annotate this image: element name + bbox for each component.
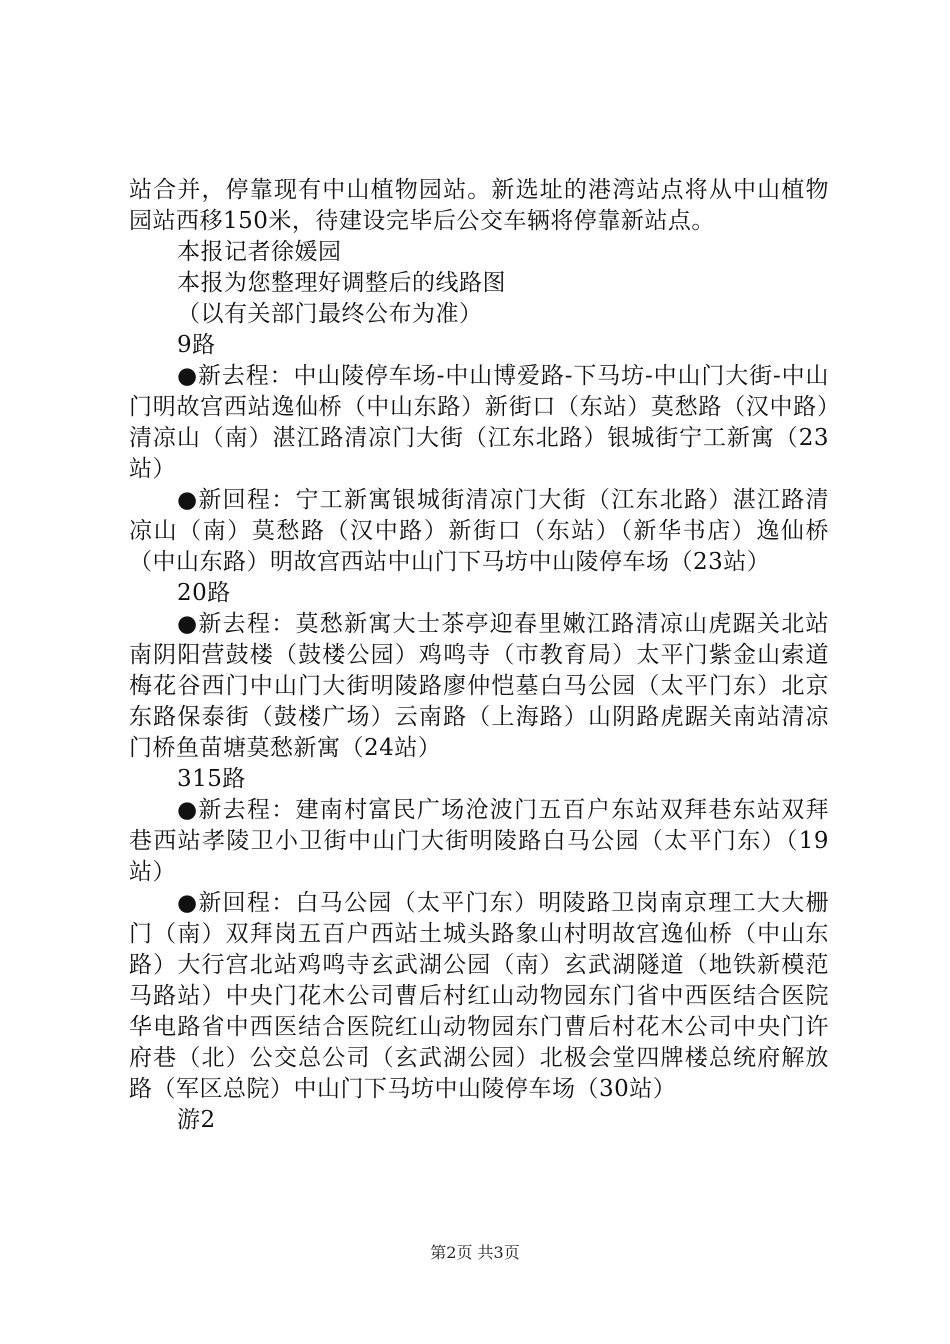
route-9-outbound: ●新去程：中山陵停车场-中山博爱路-下马坊-中山门大街-中山门明故宫西站逸仙桥（中山东路）新街口（东站）莫愁路（汉中路）清凉山（南）湛江路清凉门大街（江东北路）银城街宁工新寓（23站） — [129, 363, 829, 482]
route-heading-9: 9路 — [177, 332, 216, 358]
route-315-return: ●新回程：白马公园（太平门东）明陵路卫岗南京理工大大栅门（南）双拜岗五百户西站土城头路象山村明故宫逸仙桥（中山东路）大行宫北站鸡鸣寺玄武湖公园（南）玄武湖隧道（地铁新模范马路站）中央门花木公司曹后村红山动物园东门省中西医结合医院华电路省中西医结合医院红山动物园东门曹后村花木公司中央门许府巷（北）公交总公司（玄武湖公园）北极会堂四牌楼总统府解放路（军区总院）中山门下马坊中山陵停车场（30站） — [129, 890, 829, 1102]
route-heading-you2: 游2 — [177, 1107, 216, 1133]
route-315-outbound: ●新去程：建南村富民广场沧波门五百户东站双拜巷东站双拜巷西站孝陵卫小卫街中山门大街明陵路白马公园（太平门东）（19站） — [129, 797, 829, 885]
paragraph-relocation-note: 站合并，停靠现有中山植物园站。新选址的港湾站点将从中山植物园站西移150米，待建设完毕后公交车辆将停靠新站点。 — [129, 177, 829, 234]
document-body — [129, 175, 829, 1136]
route-heading-20: 20路 — [177, 580, 231, 606]
paragraph-disclaimer: （以有关部门最终公布为准） — [177, 301, 483, 327]
paragraph-reporter: 本报记者徐媛园 — [177, 239, 342, 265]
route-heading-315: 315路 — [177, 766, 246, 792]
page-footer: 第2页 共3页 — [430, 1243, 520, 1262]
route-20-outbound: ●新去程：莫愁新寓大士茶亭迎春里嫩江路清凉山虎踞关北站南阴阳营鼓楼（鼓楼公园）鸡鸣寺（市教育局）太平门紫金山索道梅花谷西门中山门大街明陵路廖仲恺墓白马公园（太平门东）北京东路保泰街（鼓楼广场）云南路（上海路）山阴路虎踞关南站清凉门桥鱼苗塘莫愁新寓（24站） — [129, 611, 829, 761]
route-9-return: ●新回程：宁工新寓银城街清凉门大街（江东北路）湛江路清凉山（南）莫愁路（汉中路）新街口（东站）（新华书店）逸仙桥（中山东路）明故宫西站中山门下马坊中山陵停车场（23站） — [129, 487, 829, 575]
paragraph-route-intro: 本报为您整理好调整后的线路图 — [177, 270, 506, 296]
